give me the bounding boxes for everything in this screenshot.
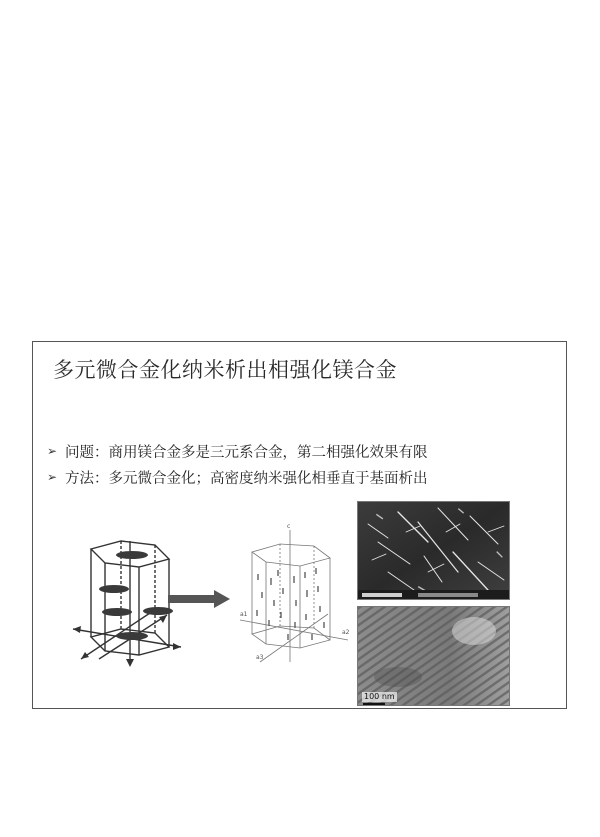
- slide-title: 多元微合金化纳米析出相强化镁合金: [53, 358, 397, 382]
- bullet-problem-text: 问题：商用镁合金多是三元系合金，第二相强化效果有限: [65, 444, 428, 461]
- arrow-bullet-icon: ➢: [47, 470, 58, 484]
- c-axis-label: c: [287, 523, 291, 530]
- arrow-bullet-icon: ➢: [47, 444, 58, 458]
- bullet-list: [47, 438, 552, 490]
- micrograph-top-image: [357, 501, 510, 600]
- transition-arrow-icon: [168, 589, 232, 609]
- a3-axis-label: a3: [256, 654, 264, 661]
- bullet-problem: [47, 438, 552, 464]
- scale-bar: [363, 703, 385, 705]
- scale-bar-label: 100 nm: [364, 692, 395, 701]
- a1-axis-label: a1: [240, 611, 248, 618]
- slide: [32, 341, 567, 709]
- micrograph-bottom-image: [357, 606, 510, 706]
- precipitate-schematic-diagram: [238, 522, 353, 667]
- a2-axis-label: a2: [342, 629, 350, 636]
- bullet-method: [47, 464, 552, 490]
- bullet-method-text: 方法：多元微合金化；高密度纳米强化相垂直于基面析出: [65, 470, 428, 487]
